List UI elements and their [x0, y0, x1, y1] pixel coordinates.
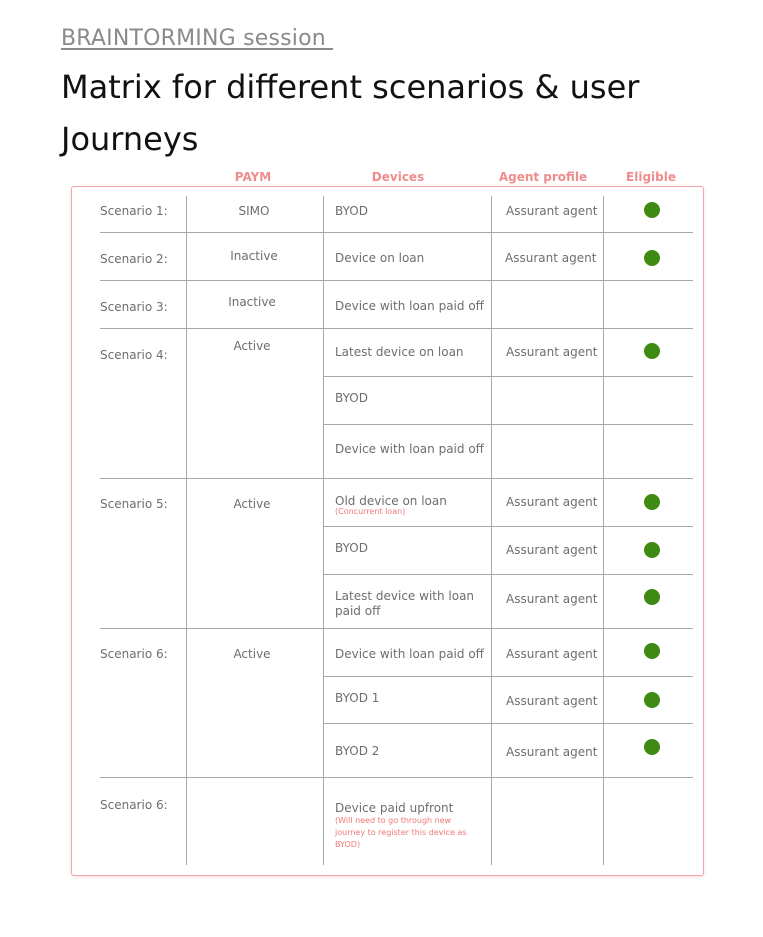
matrix-frame — [71, 186, 704, 876]
scenario-label: Scenario 3: — [100, 300, 168, 314]
paym-value: SIMO — [238, 204, 270, 218]
scenario-label: Scenario 5: — [100, 497, 168, 511]
agent-value: Assurant agent — [506, 694, 598, 708]
device-value-line2: paid off — [335, 604, 381, 618]
scenario-label: Scenario 6: — [100, 798, 168, 812]
agent-value: Assurant agent — [506, 647, 598, 661]
eligible-dot-icon — [644, 542, 660, 558]
agent-value: Assurant agent — [506, 592, 598, 606]
scenario-label: Scenario 1: — [100, 204, 168, 218]
paym-value: Active — [233, 339, 271, 353]
column-header-agent-profile: Agent profile — [498, 170, 588, 184]
grid-vline-devices — [323, 196, 324, 865]
column-header-paym: PAYM — [234, 170, 272, 184]
paym-value: Inactive — [230, 249, 278, 263]
device-value: Device paid upfront — [335, 801, 454, 815]
agent-value: Assurant agent — [506, 543, 598, 557]
grid-hline — [100, 280, 693, 281]
device-note: (Will need to go through new — [335, 816, 452, 825]
device-value: Old device on loan — [335, 494, 447, 508]
grid-hline — [100, 628, 693, 629]
grid-hline-sub — [323, 723, 693, 724]
eligible-dot-icon — [644, 589, 660, 605]
grid-hline — [100, 777, 693, 778]
device-value: Latest device on loan — [335, 345, 464, 359]
device-value: BYOD 1 — [335, 691, 380, 705]
eligible-dot-icon — [644, 692, 660, 708]
scenario-label: Scenario 4: — [100, 348, 168, 362]
agent-value: Assurant agent — [506, 495, 598, 509]
eligible-dot-icon — [644, 202, 660, 218]
device-value: Latest device with loan — [335, 589, 475, 603]
agent-value: Assurant agent — [505, 251, 597, 265]
grid-hline-sub — [323, 424, 693, 425]
eligible-dot-icon — [644, 643, 660, 659]
device-value: BYOD — [335, 541, 368, 555]
agent-value: Assurant agent — [506, 345, 598, 359]
scenario-label: Scenario 2: — [100, 252, 168, 266]
eligible-dot-icon — [644, 250, 660, 266]
eligible-dot-icon — [644, 739, 660, 755]
page-title: Matrix for different scenarios & user Journeys — [61, 68, 640, 158]
device-value: BYOD — [335, 391, 368, 405]
device-value: Device with loan paid off — [335, 442, 484, 456]
device-value: BYOD 2 — [335, 744, 380, 758]
agent-value: Assurant agent — [506, 204, 598, 218]
grid-vline-eligible — [603, 196, 604, 865]
agent-value: Assurant agent — [506, 745, 598, 759]
device-value: Device on loan — [335, 251, 425, 265]
scenario-label: Scenario 6: — [100, 647, 168, 661]
column-header-eligible: Eligible — [626, 170, 676, 184]
device-note: (Concurrent loan) — [335, 507, 406, 516]
grid-hline-sub — [323, 574, 693, 575]
grid-hline-sub — [323, 526, 693, 527]
paym-value: Active — [233, 497, 271, 511]
paym-value: Active — [233, 647, 271, 661]
device-value: Device with loan paid off — [335, 647, 484, 661]
session-subtitle: BRAINTORMING session — [61, 26, 334, 51]
column-header-devices: Devices — [371, 170, 425, 184]
grid-hline-sub — [323, 676, 693, 677]
device-note-line2: journey to register this device as — [335, 828, 467, 837]
grid-hline — [100, 478, 693, 479]
grid-hline — [100, 232, 693, 233]
paym-value: Inactive — [228, 295, 276, 309]
device-value: BYOD — [335, 204, 368, 218]
grid-hline — [100, 328, 693, 329]
device-note-line3: BYOD) — [335, 840, 361, 849]
grid-vline-agent — [491, 196, 492, 865]
device-value: Device with loan paid off — [335, 299, 484, 313]
eligible-dot-icon — [644, 494, 660, 510]
eligible-dot-icon — [644, 343, 660, 359]
grid-hline-sub — [323, 376, 693, 377]
